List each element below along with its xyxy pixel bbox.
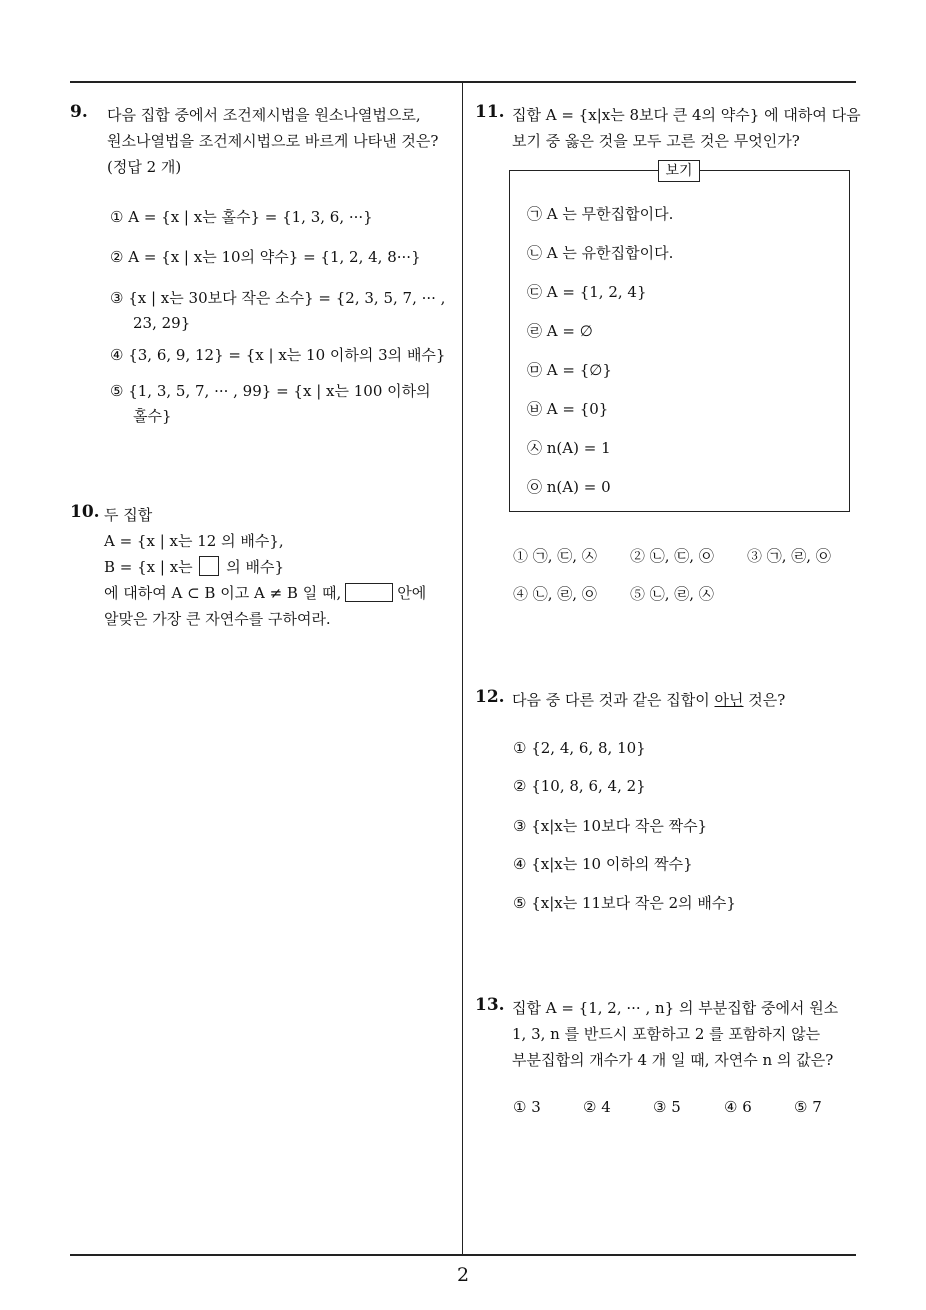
- question-number: 12.: [475, 687, 505, 707]
- question-line: [512, 687, 865, 713]
- column-divider: [462, 82, 463, 1255]
- question-text: [512, 687, 865, 713]
- answer-blank-wide: [345, 583, 393, 602]
- bogi-item-5: ㉤ A = {∅}: [527, 361, 612, 379]
- question-line: 보기 중 옳은 것을 모두 고른 것은 무엇인가?: [512, 132, 800, 150]
- answer-choice-2[interactable]: ② ㉡, ㉢, ㉧: [630, 547, 714, 565]
- bottom-rule: [70, 1254, 856, 1256]
- bogi-item-7: ㉦ n(A) = 1: [527, 439, 611, 457]
- question-line: 두 집합: [104, 506, 153, 524]
- question-text-before: 다음 중 다른 것과 같은 집합이: [512, 691, 715, 709]
- option-1[interactable]: ① {2, 4, 6, 8, 10}: [513, 739, 646, 757]
- question-line: [104, 580, 455, 606]
- question-line: 집합 A = {1, 2, ··· , n} 의 부분집합 중에서 원소: [512, 999, 839, 1017]
- bogi-item-1: ㉠ A 는 무한집합이다.: [527, 205, 674, 223]
- option-3-continued: 23, 29}: [133, 314, 191, 332]
- question-text: [104, 502, 455, 632]
- answer-choice-1[interactable]: ① ㉠, ㉢, ㉦: [513, 547, 597, 565]
- question-number: 11.: [475, 102, 505, 122]
- answer-choice-4[interactable]: ④ 6: [724, 1098, 752, 1116]
- answer-choice-5[interactable]: ⑤ ㉡, ㉣, ㉦: [630, 585, 714, 603]
- option-2[interactable]: ② A = {x | x는 10의 약수} = {1, 2, 4, 8···}: [110, 248, 421, 266]
- bogi-item-6: ㉥ A = {0}: [527, 400, 609, 418]
- bogi-item-4: ㉣ A = ∅: [527, 322, 593, 340]
- option-1[interactable]: ① A = {x | x는 홀수} = {1, 3, 6, ···}: [110, 208, 373, 226]
- option-4[interactable]: ④ {3, 6, 9, 12} = {x | x는 10 이하의 3의 배수}: [110, 346, 446, 364]
- question-number: 13.: [475, 995, 505, 1015]
- answer-choice-2[interactable]: ② 4: [583, 1098, 611, 1116]
- bogi-item-2: ㉡ A 는 유한집합이다.: [527, 244, 674, 262]
- option-3[interactable]: ③ {x | x는 30보다 작은 소수} = {2, 3, 5, 7, ··· ,: [110, 289, 446, 307]
- question-line: 집합 A = {x|x는 8보다 큰 4의 약수} 에 대하여 다음: [512, 106, 861, 124]
- condition-text: 에 대하여 A ⊂ B 이고 A ≠ B 일 때,: [104, 584, 342, 602]
- option-5[interactable]: ⑤ {x|x는 11보다 작은 2의 배수}: [513, 894, 736, 912]
- condition-suffix: 안에: [397, 584, 427, 602]
- question-text-after: 것은?: [743, 691, 786, 709]
- set-b-prefix: B = {x | x는: [104, 558, 193, 576]
- question-line: 부분집합의 개수가 4 개 일 때, 자연수 n 의 값은?: [512, 1051, 834, 1069]
- option-5-continued: 홀수}: [133, 407, 172, 425]
- question-13: [475, 995, 865, 1073]
- question-number: 9.: [70, 102, 88, 122]
- question-line: 다음 집합 중에서 조건제시법을 원소나열법으로,: [107, 106, 421, 124]
- question-line: 1, 3, n 를 반드시 포함하고 2 를 포함하지 않는: [512, 1025, 821, 1043]
- top-rule: [70, 81, 856, 83]
- answer-choice-3[interactable]: ③ ㉠, ㉣, ㉧: [747, 547, 831, 565]
- bogi-item-8: ㉧ n(A) = 0: [527, 478, 611, 496]
- question-number: 10.: [70, 502, 100, 522]
- question-line: 원소나열법을 조건제시법으로 바르게 나타낸 것은?: [107, 132, 439, 150]
- option-5[interactable]: ⑤ {1, 3, 5, 7, ··· , 99} = {x | x는 100 이하의: [110, 382, 431, 400]
- question-line: (정답 2 개): [107, 158, 182, 176]
- answer-choice-3[interactable]: ③ 5: [653, 1098, 681, 1116]
- set-b-suffix: 의 배수}: [226, 558, 285, 576]
- question-12: [475, 687, 865, 713]
- page-number: 2: [456, 1264, 470, 1286]
- set-b-definition: [104, 554, 455, 580]
- option-4[interactable]: ④ {x|x는 10 이하의 짝수}: [513, 855, 693, 873]
- answer-choice-4[interactable]: ④ ㉡, ㉣, ㉧: [513, 585, 597, 603]
- answer-blank-box: [199, 556, 219, 576]
- answer-choice-1[interactable]: ① 3: [513, 1098, 541, 1116]
- set-a-definition: A = {x | x는 12 의 배수},: [104, 532, 284, 550]
- question-11: [475, 102, 865, 154]
- question-10: [70, 502, 455, 632]
- answer-choice-5[interactable]: ⑤ 7: [794, 1098, 822, 1116]
- bogi-title: 보기: [658, 160, 700, 182]
- question-text: [512, 102, 865, 154]
- question-line: 알맞은 가장 큰 자연수를 구하여라.: [104, 610, 331, 628]
- option-3[interactable]: ③ {x|x는 10보다 작은 짝수}: [513, 817, 708, 835]
- question-text: [512, 995, 865, 1073]
- option-2[interactable]: ② {10, 8, 6, 4, 2}: [513, 777, 646, 795]
- bogi-item-3: ㉢ A = {1, 2, 4}: [527, 283, 647, 301]
- question-text: [107, 102, 450, 180]
- question-9: [70, 102, 450, 180]
- underlined-word: 아닌: [714, 691, 744, 709]
